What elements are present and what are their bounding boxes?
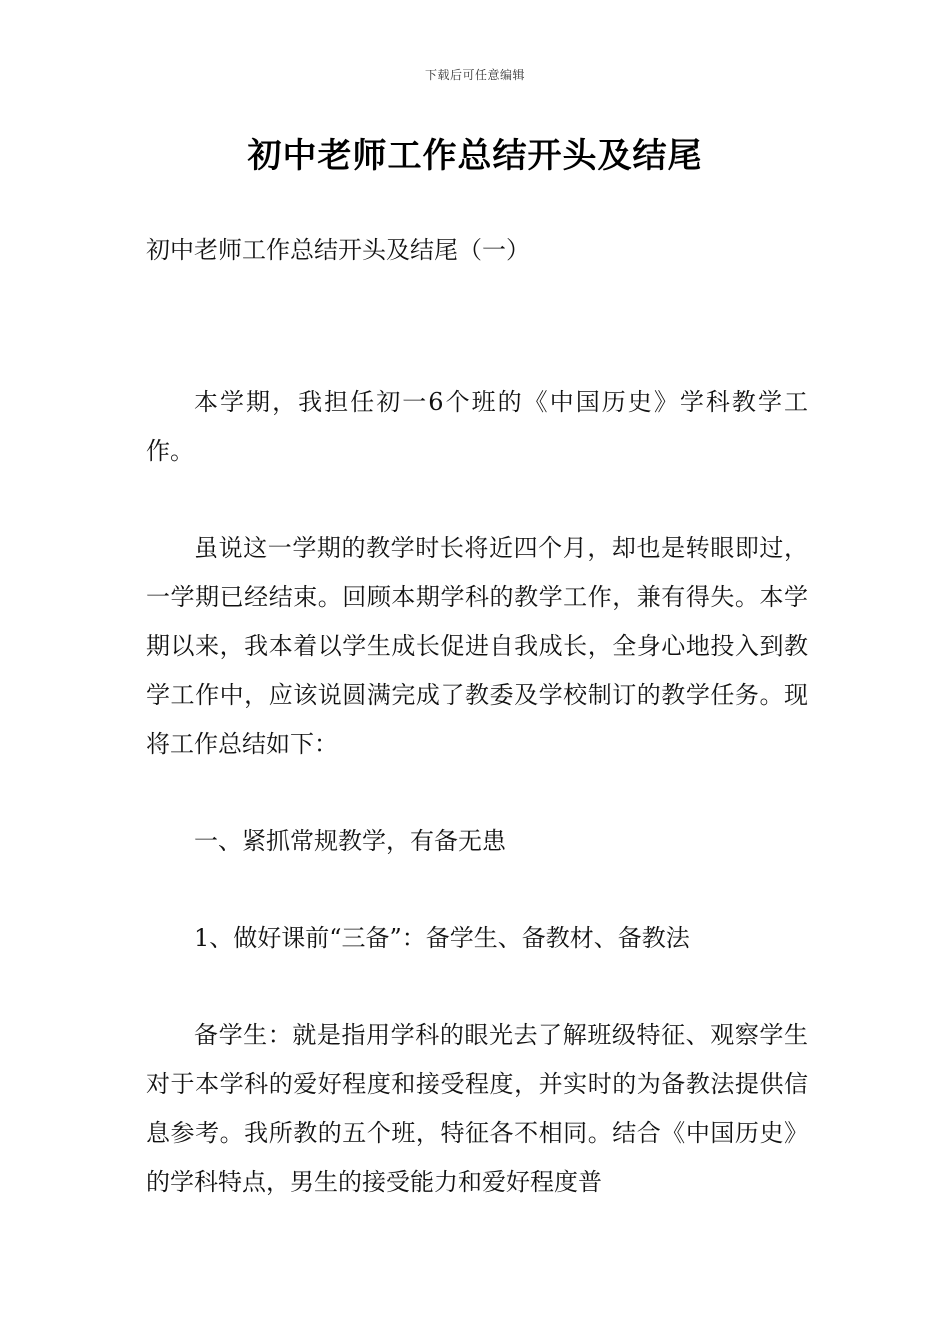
paragraph: 备学生：就是指用学科的眼光去了解班级特征、观察学生对于本学科的爱好程度和接受程度，并实时的为备教法提供信息参考。我所教的五个班，特征各不相同。结合《中国历史》的学科特点，男生的接受能力和爱好程度普: [146, 1021, 808, 1196]
section-heading: 一、紧抓常规教学，有备无患: [194, 827, 506, 855]
paragraph: 本学期，我担任初一6个班的《中国历史》学科教学工作。: [146, 388, 808, 465]
subsection-heading: 1、做好课前“三备”：备学生、备教材、备教法: [194, 924, 690, 952]
document-title: 初中老师工作总结开头及结尾: [247, 136, 703, 176]
header-note: 下载后可任意编辑: [424, 68, 525, 82]
document-subtitle: 初中老师工作总结开头及结尾（一）: [146, 236, 530, 264]
paragraph: 虽说这一学期的教学时长将近四个月，却也是转眼即过，一学期已经结束。回顾本期学科的教学工作，兼有得失。本学期以来，我本着以学生成长促进自我成长，全身心地投入到教学工作中，应该说圆满完成了教委及学校制订的教学任务。现将工作总结如下：: [146, 534, 808, 758]
document-body: [146, 226, 808, 1207]
